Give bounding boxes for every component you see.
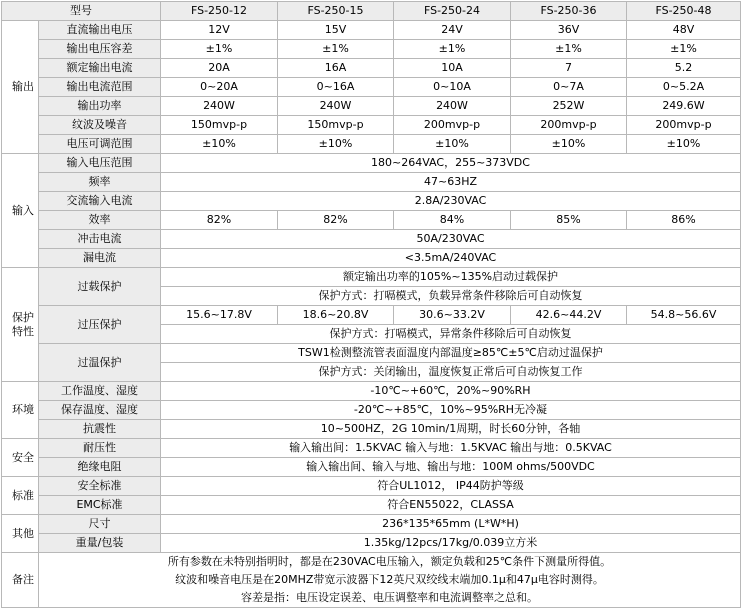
cell: 12V xyxy=(161,21,278,40)
group-label-environment: 环境 xyxy=(2,382,39,439)
cell: 额定输出功率的105%~135%启动过载保护 xyxy=(161,268,741,287)
row-label: 输入电压范围 xyxy=(39,154,161,173)
cell: -10℃~+60℃，20%~90%RH xyxy=(161,382,741,401)
row-label: 安全标准 xyxy=(39,477,161,496)
row-label: 尺寸 xyxy=(39,515,161,534)
row-label: 纹波及噪音 xyxy=(39,116,161,135)
table-row xyxy=(2,439,741,458)
table-row xyxy=(2,382,741,401)
group-label-safety: 安全 xyxy=(2,439,39,477)
remark-line: 所有参数在未特别指明时，都是在230VAC电压输入，额定负载和25℃条件下测量所得值。 xyxy=(167,555,612,568)
cell: 18.6~20.8V xyxy=(278,306,394,325)
cell: ±1% xyxy=(278,40,394,59)
row-label: 绝缘电阻 xyxy=(39,458,161,477)
table-row xyxy=(2,97,741,116)
cell: 30.6~33.2V xyxy=(394,306,511,325)
cell: 符合EN55022，CLASSA xyxy=(161,496,741,515)
row-label: 重量/包装 xyxy=(39,534,161,553)
cell: 0~5.2A xyxy=(627,78,741,97)
group-label-remarks: 备注 xyxy=(2,553,39,608)
cell: 200mvp-p xyxy=(627,116,741,135)
table-row xyxy=(2,249,741,268)
header-row xyxy=(2,2,741,21)
cell: 0~7A xyxy=(511,78,627,97)
row-label: 过温保护 xyxy=(39,344,161,382)
row-label: 直流输出电压 xyxy=(39,21,161,40)
cell: 54.8~56.6V xyxy=(627,306,741,325)
row-label: 频率 xyxy=(39,173,161,192)
cell: ±10% xyxy=(627,135,741,154)
row-label: 过载保护 xyxy=(39,268,161,306)
cell: 保护方式：关闭输出，温度恢复正常后可自动恢复工作 xyxy=(161,363,741,382)
table-row xyxy=(2,154,741,173)
row-label: 漏电流 xyxy=(39,249,161,268)
cell: 符合UL1012， IP44防护等级 xyxy=(161,477,741,496)
cell: ±10% xyxy=(278,135,394,154)
table-row xyxy=(2,21,741,40)
group-label-other: 其他 xyxy=(2,515,39,553)
cell: ±1% xyxy=(394,40,511,59)
table-row xyxy=(2,78,741,97)
cell: 47~63HZ xyxy=(161,173,741,192)
table-row xyxy=(2,420,741,439)
table-row xyxy=(2,401,741,420)
table-row xyxy=(2,515,741,534)
cell: ±10% xyxy=(161,135,278,154)
row-label: 工作温度、湿度 xyxy=(39,382,161,401)
table-row xyxy=(2,496,741,515)
cell: ±1% xyxy=(511,40,627,59)
cell: 240W xyxy=(278,97,394,116)
table-row xyxy=(2,477,741,496)
row-label: 输出功率 xyxy=(39,97,161,116)
table-row xyxy=(2,192,741,211)
cell: 20A xyxy=(161,59,278,78)
row-label: 效率 xyxy=(39,211,161,230)
cell: 保护方式：打嗝模式，异常条件移除后可自动恢复 xyxy=(161,325,741,344)
cell: 36V xyxy=(511,21,627,40)
group-label-standards: 标准 xyxy=(2,477,39,515)
cell: TSW1检测整流管表面温度内部温度≥85℃±5℃启动过温保护 xyxy=(161,344,741,363)
remark-line: 纹波和噪音电压是在20MHZ带宽示波器下12英尺双绞线末端加0.1μ和47μ电容时测得。 xyxy=(175,573,604,586)
group-label-protection: 保护特性 xyxy=(2,268,39,382)
cell: <3.5mA/240VAC xyxy=(161,249,741,268)
cell: 50A/230VAC xyxy=(161,230,741,249)
row-label: 冲击电流 xyxy=(39,230,161,249)
spec-table xyxy=(1,1,741,608)
model-name: FS-250-15 xyxy=(278,2,394,21)
group-label-output: 输出 xyxy=(2,21,39,154)
cell: 5.2 xyxy=(627,59,741,78)
cell: 24V xyxy=(394,21,511,40)
cell: 200mvp-p xyxy=(394,116,511,135)
cell: 240W xyxy=(161,97,278,116)
cell: 2.8A/230VAC xyxy=(161,192,741,211)
cell: ±10% xyxy=(394,135,511,154)
row-label: EMC标准 xyxy=(39,496,161,515)
group-label-input: 输入 xyxy=(2,154,39,268)
remarks-cell xyxy=(39,553,741,608)
model-name: FS-250-12 xyxy=(161,2,278,21)
table-row xyxy=(2,344,741,363)
cell: 输入输出间：1.5KVAC 输入与地：1.5KVAC 输出与地：0.5KVAC xyxy=(161,439,741,458)
table-row xyxy=(2,116,741,135)
cell: 10A xyxy=(394,59,511,78)
row-label: 输出电流范围 xyxy=(39,78,161,97)
table-row xyxy=(2,135,741,154)
cell: 252W xyxy=(511,97,627,116)
cell: 0~10A xyxy=(394,78,511,97)
cell: 42.6~44.2V xyxy=(511,306,627,325)
cell: -20℃~+85℃，10%~95%RH无冷凝 xyxy=(161,401,741,420)
cell: 180~264VAC，255~373VDC xyxy=(161,154,741,173)
cell: 240W xyxy=(394,97,511,116)
cell: 150mvp-p xyxy=(161,116,278,135)
cell: 10~500HZ，2G 10min/1周期，时长60分钟，各轴 xyxy=(161,420,741,439)
model-name: FS-250-48 xyxy=(627,2,741,21)
cell: 保护方式：打嗝模式，负载异常条件移除后可自动恢复 xyxy=(161,287,741,306)
table-row xyxy=(2,534,741,553)
cell: 15V xyxy=(278,21,394,40)
row-label: 耐压性 xyxy=(39,439,161,458)
cell: 48V xyxy=(627,21,741,40)
cell: 16A xyxy=(278,59,394,78)
row-label: 额定输出电流 xyxy=(39,59,161,78)
row-label: 电压可调范围 xyxy=(39,135,161,154)
table-row xyxy=(2,211,741,230)
cell: 150mvp-p xyxy=(278,116,394,135)
row-label: 保存温度、湿度 xyxy=(39,401,161,420)
row-label: 过压保护 xyxy=(39,306,161,344)
cell: 249.6W xyxy=(627,97,741,116)
cell: ±1% xyxy=(627,40,741,59)
cell: 7 xyxy=(511,59,627,78)
cell: 输入输出间、输入与地、输出与地：100M ohms/500VDC xyxy=(161,458,741,477)
remark-line: 容差是指：电压设定误差、电压调整率和电流调整率之总和。 xyxy=(241,591,538,604)
cell: 84% xyxy=(394,211,511,230)
table-row xyxy=(2,230,741,249)
cell: 82% xyxy=(161,211,278,230)
table-row xyxy=(2,268,741,287)
cell: 15.6~17.8V xyxy=(161,306,278,325)
row-label: 抗震性 xyxy=(39,420,161,439)
cell: 86% xyxy=(627,211,741,230)
cell: 200mvp-p xyxy=(511,116,627,135)
row-label: 输出电压容差 xyxy=(39,40,161,59)
table-row xyxy=(2,306,741,325)
row-label: 交流输入电流 xyxy=(39,192,161,211)
table-row xyxy=(2,553,741,608)
cell: 1.35kg/12pcs/17kg/0.039立方米 xyxy=(161,534,741,553)
cell: 236*135*65mm (L*W*H) xyxy=(161,515,741,534)
model-name: FS-250-24 xyxy=(394,2,511,21)
cell: 82% xyxy=(278,211,394,230)
table-row xyxy=(2,458,741,477)
cell: 0~16A xyxy=(278,78,394,97)
model-label: 型号 xyxy=(2,2,161,21)
table-row xyxy=(2,59,741,78)
cell: 85% xyxy=(511,211,627,230)
cell: ±10% xyxy=(511,135,627,154)
cell: 0~20A xyxy=(161,78,278,97)
table-row xyxy=(2,40,741,59)
model-name: FS-250-36 xyxy=(511,2,627,21)
cell: ±1% xyxy=(161,40,278,59)
table-row xyxy=(2,173,741,192)
